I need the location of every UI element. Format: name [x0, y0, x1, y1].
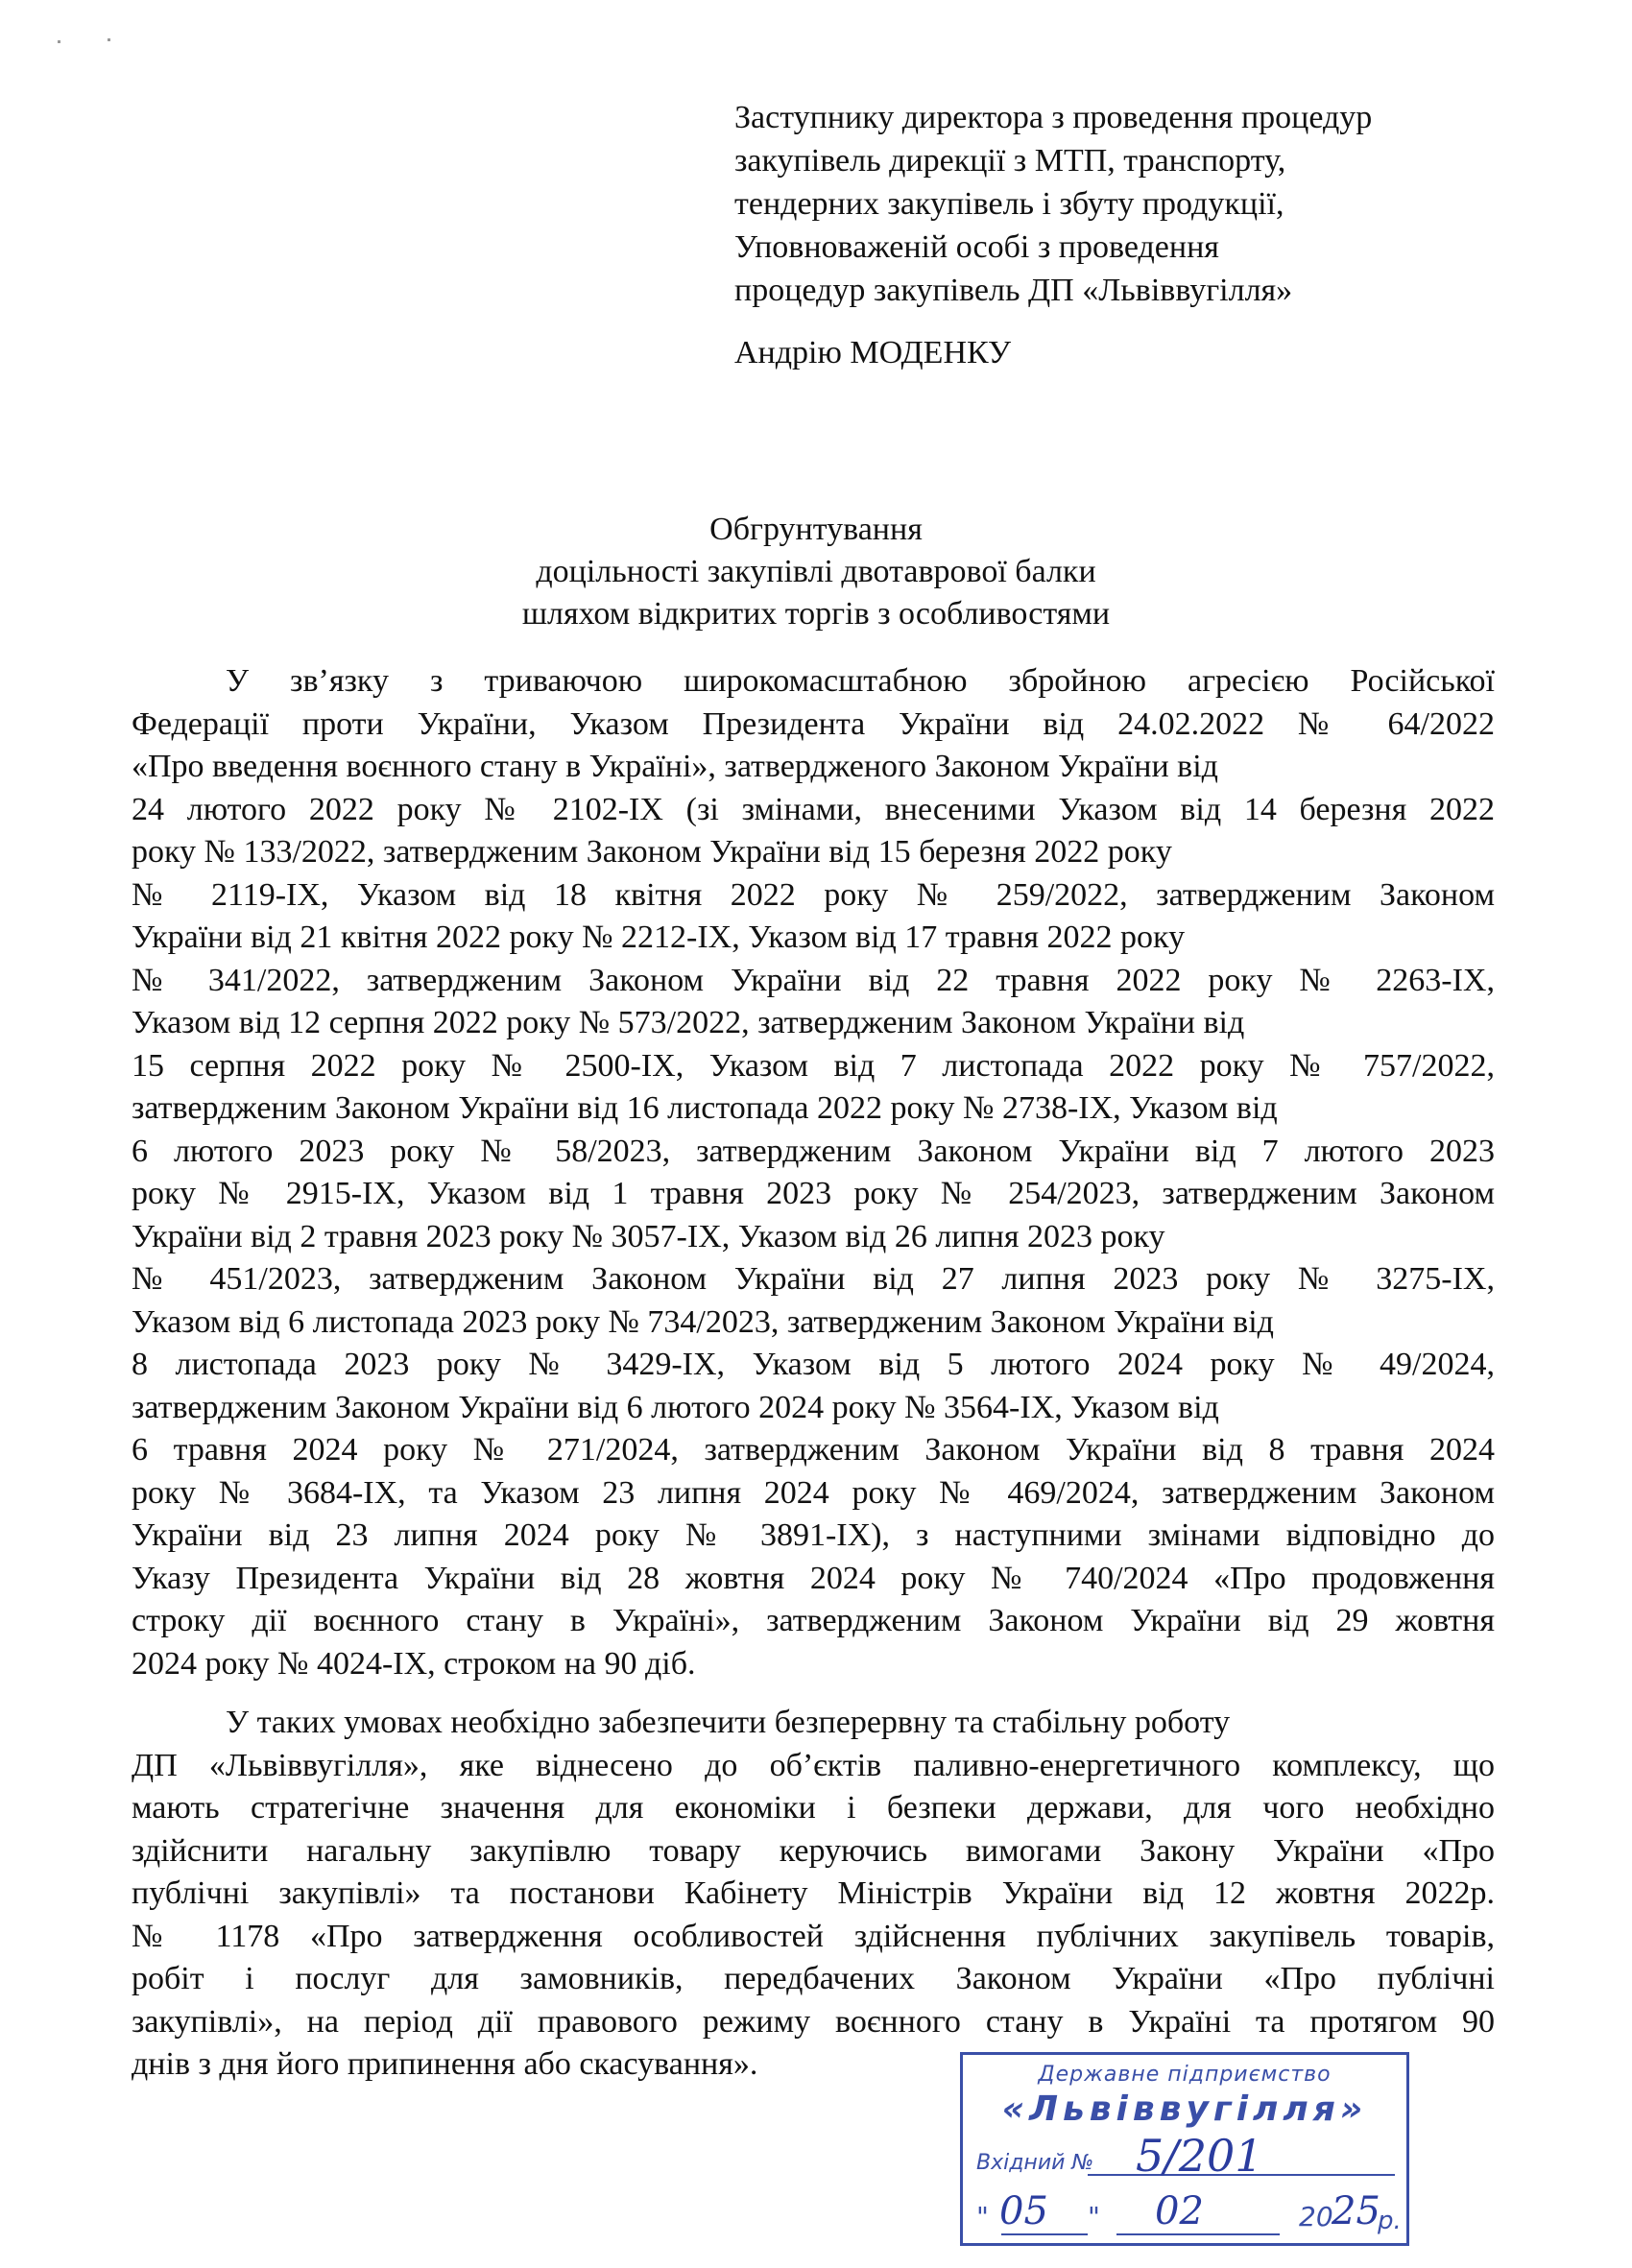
- addressee-line: закупівель дирекції з МТП, транспорту,: [734, 143, 1286, 179]
- paragraph-line: року № 3684-IX, та Указом 23 липня 2024 року № 469/2024, затвердженим Законом: [132, 1474, 1495, 1511]
- stamp-incoming-label: Вхідний №: [976, 2151, 1094, 2175]
- addressee-line: Заступнику директора з проведення процедур: [734, 100, 1373, 135]
- paragraph-line: Указом від 6 листопада 2023 року № 734/2023, затвердженим Законом України від: [132, 1303, 1274, 1340]
- title-line: Обгрунтування: [709, 512, 923, 547]
- paragraph-line: України від 2 травня 2023 року № 3057-IX, Указом від 26 липня 2023 року: [132, 1218, 1165, 1254]
- paragraph-line: 2024 року № 4024-IX, строком на 90 діб.: [132, 1645, 696, 1682]
- paragraph-martial-law: [132, 660, 1495, 1685]
- paragraph-line: Указом від 12 серпня 2022 року № 573/2022, затвердженим Законом України від: [132, 1005, 1245, 1040]
- stamp-day: 05: [999, 2189, 1048, 2233]
- paragraph-line: № 341/2022, затвердженим Законом України від 22 травня 2022 року № 2263-IX,: [132, 962, 1495, 998]
- stamp-quote-open: ": [976, 2201, 989, 2232]
- stamp-year: 25: [1332, 2189, 1380, 2233]
- title-line: шляхом відкритих торгів з особливостями: [521, 596, 1111, 632]
- paragraph-line: У зв’язку з триваючою широкомасштабною збройною агресією Російської: [226, 663, 1495, 699]
- paragraph-procurement: [132, 1702, 1495, 2087]
- paragraph-line: закупівлі», на період дії правового режиму воєнного стану в Україні та протягом 90: [132, 2003, 1495, 2040]
- paragraph-line: «Про введення воєнного стану в Україні», затвердженого Законом України від: [132, 749, 1218, 784]
- paragraph-line: публічні закупівлі» та постанови Кабінету Міністрів України від 12 жовтня 2022р.: [132, 1875, 1495, 1911]
- incoming-registration-stamp: [960, 2052, 1409, 2246]
- document-title: [0, 509, 1632, 635]
- scan-speck: [108, 38, 110, 41]
- paragraph-line: 6 лютого 2023 року № 58/2023, затвердженим Законом України від 7 лютого 2023: [132, 1133, 1495, 1169]
- addressee-block: [734, 96, 1560, 374]
- paragraph-line: № 2119-IX, Указом від 18 квітня 2022 року № 259/2022, затвердженим Законом: [132, 876, 1495, 913]
- paragraph-line: 8 листопада 2023 року № 3429-IX, Указом від 5 лютого 2024 року № 49/2024,: [132, 1347, 1495, 1382]
- paragraph-line: У таких умовах необхідно забезпечити безперервну та стабільну роботу: [226, 1705, 1231, 1740]
- scan-speck: [58, 40, 60, 43]
- stamp-quote-close: ": [1088, 2201, 1100, 2232]
- paragraph-line: ДП «Львіввугілля», яке віднесено до об’єктів паливно-енергетичного комплексу, що: [132, 1747, 1495, 1783]
- paragraph-line: мають стратегічне значення для економіки і безпеки держави, для чого необхідно: [132, 1790, 1495, 1826]
- paragraph-line: № 1178 «Про затвердження особливостей здійснення публічних закупівель товарів,: [132, 1918, 1495, 1954]
- paragraph-line: року № 133/2022, затвердженим Законом України від 15 березня 2022 року: [132, 834, 1172, 870]
- stamp-incoming-number: 5/201: [1136, 2130, 1263, 2182]
- addressee-line: Уповноваженій особі з проведення: [734, 229, 1219, 265]
- stamp-year-suffix: р.: [1378, 2207, 1402, 2235]
- paragraph-line: затвердженим Законом України від 16 листопада 2022 року № 2738-IX, Указом від: [132, 1090, 1278, 1126]
- paragraph-line: Указу Президента України від 28 жовтня 2024 року № 740/2024 «Про продовження: [132, 1560, 1495, 1596]
- paragraph-line: 24 лютого 2022 року № 2102-IX (зі змінами, внесеними Указом від 14 березня 2022: [132, 791, 1495, 827]
- paragraph-line: днів з дня його припинення або скасування».: [132, 2046, 758, 2082]
- paragraph-line: здійснити нагальну закупівлю товару керуючись вимогами Закону України «Про: [132, 1832, 1495, 1869]
- paragraph-line: строку дії воєнного стану в Україні», затвердженим Законом України від 29 жовтня: [132, 1603, 1495, 1638]
- stamp-org-name: «Львіввугілля»: [1001, 2089, 1368, 2129]
- paragraph-line: Федерації проти України, Указом Президента України від 24.02.2022 № 64/2022: [132, 705, 1495, 742]
- addressee-name: Андрію МОДЕНКУ: [734, 335, 1012, 370]
- paragraph-line: року № 2915-IX, Указом від 1 травня 2023 року № 254/2023, затвердженим Законом: [132, 1176, 1495, 1211]
- stamp-org-type: Державне підприємство: [1038, 2063, 1332, 2087]
- title-line: доцільності закупівлі двотаврової балки: [536, 554, 1096, 589]
- stamp-year-prefix: 20: [1299, 2201, 1333, 2232]
- addressee-line: тендерних закупівель і збуту продукції,: [734, 186, 1284, 222]
- paragraph-line: 6 травня 2024 року № 271/2024, затвердженим Законом України від 8 травня 2024: [132, 1432, 1495, 1468]
- paragraph-line: 15 серпня 2022 року № 2500-IX, Указом від 7 листопада 2022 року № 757/2022,: [132, 1047, 1495, 1084]
- paragraph-line: України від 23 липня 2024 року № 3891-IX), з наступними змінами відповідно до: [132, 1517, 1495, 1553]
- paragraph-line: № 451/2023, затвердженим Законом України від 27 липня 2023 року № 3275-IX,: [132, 1261, 1495, 1297]
- paragraph-line: України від 21 квітня 2022 року № 2212-IX, Указом від 17 травня 2022 року: [132, 919, 1186, 955]
- paragraph-line: робіт і послуг для замовників, передбачених Законом України «Про публічні: [132, 1961, 1495, 1996]
- stamp-month: 02: [1155, 2189, 1204, 2233]
- paragraph-line: затвердженим Законом України від 6 лютого 2024 року № 3564-IX, Указом від: [132, 1389, 1219, 1425]
- addressee-line: процедур закупівель ДП «Львіввугілля»: [734, 273, 1293, 308]
- stamp-day-line: [1001, 2233, 1088, 2235]
- stamp-month-line: [1116, 2233, 1280, 2235]
